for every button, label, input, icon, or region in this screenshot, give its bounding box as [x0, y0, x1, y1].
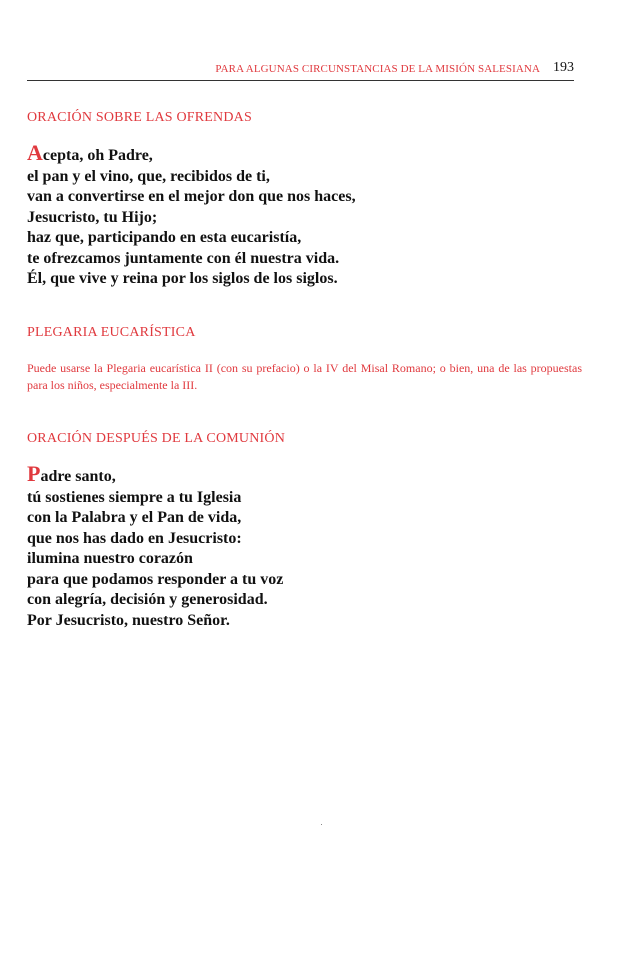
prayer-line-text: cepta, oh Padre, — [42, 147, 153, 164]
prayer-line: Él, que vive y reina por los siglos de los siglos. — [27, 270, 338, 287]
prayer-line: el pan y el vino, que, recibidos de ti, — [27, 167, 270, 185]
prayer-line: ilumina nuestro corazón — [27, 550, 193, 567]
scan-speck — [321, 824, 322, 825]
prayer-comunion — [27, 463, 283, 631]
prayer-line: haz que, participando en esta eucaristía, — [27, 229, 302, 246]
prayer-line: Jesucristo, tu Hijo; — [27, 208, 158, 226]
prayer-ofrendas — [27, 142, 356, 290]
prayer-line: te ofrezcamos juntamente con él nuestra vida. — [27, 249, 340, 267]
prayer-line: tú sostienes siempre a tu Iglesia — [27, 488, 242, 506]
rubric-text: Puede usarse la Plegaria eucarística II (con su prefacio) o la IV del Misal Romano; o bien, una de las propuestas para los niños, especialmente la III. — [27, 361, 582, 392]
section-title-plegaria: PLEGARIA EUCARÍSTICA — [27, 325, 196, 340]
drop-initial: A — [27, 140, 43, 165]
prayer-line-text: adre santo, — [40, 468, 116, 485]
prayer-line: para que podamos responder a tu voz — [27, 570, 284, 588]
page-number: 193 — [553, 60, 574, 75]
prayer-line: con alegría, decisión y generosidad. — [27, 591, 268, 608]
prayer-line — [27, 142, 356, 167]
page-header — [27, 60, 574, 81]
prayer-line: que nos has dado en Jesucristo: — [27, 529, 242, 547]
running-head: PARA ALGUNAS CIRCUNSTANCIAS DE LA MISIÓN SALESIANA — [215, 63, 540, 75]
prayer-line: Por Jesucristo, nuestro Señor. — [27, 611, 230, 629]
section-title-oracion-comunion: ORACIÓN DESPUÉS DE LA COMUNIÓN — [27, 431, 286, 446]
prayer-line: con la Palabra y el Pan de vida, — [27, 509, 242, 526]
drop-initial: P — [27, 461, 41, 486]
prayer-line: van a convertirse en el mejor don que nos haces, — [27, 188, 356, 205]
prayer-line — [27, 463, 283, 488]
section-title-oracion-ofrendas: ORACIÓN SOBRE LAS OFRENDAS — [27, 110, 252, 125]
